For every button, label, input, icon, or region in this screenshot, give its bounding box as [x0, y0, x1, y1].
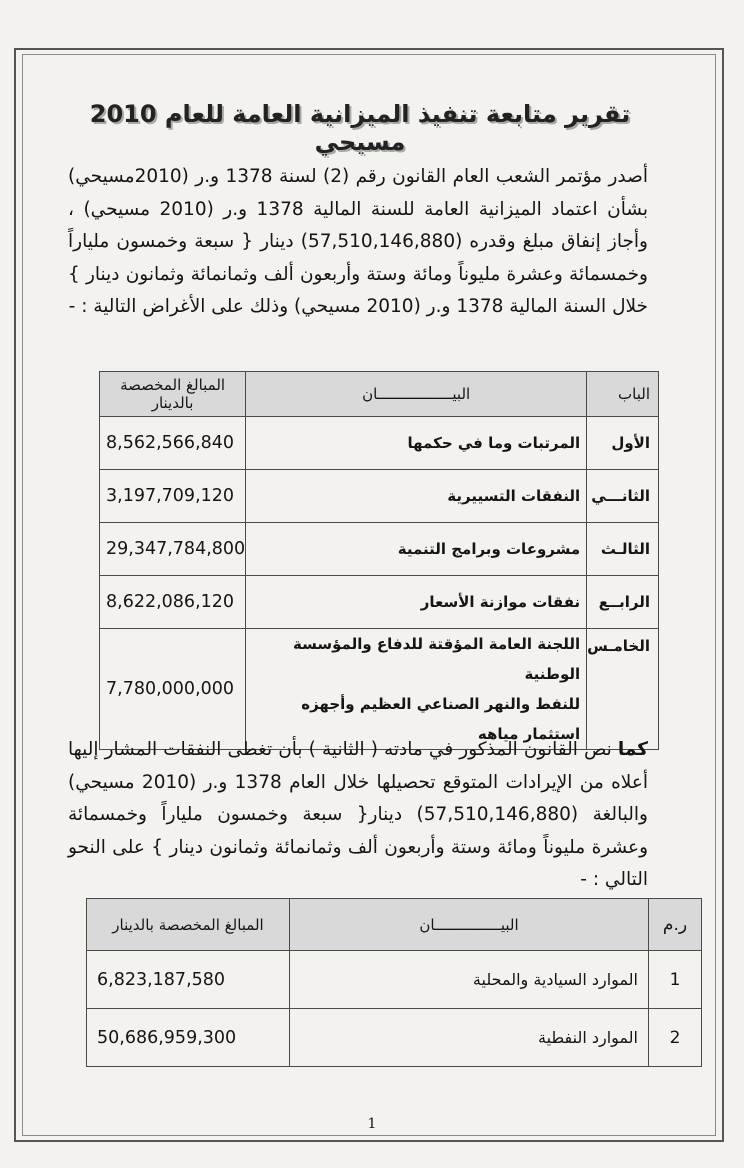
- amount-cell: 8,562,566,840: [100, 417, 246, 470]
- description-cell: مشروعات وبرامج التنمية: [246, 523, 587, 576]
- amount-cell: 8,622,086,120: [100, 576, 246, 629]
- table-header-row: [87, 899, 702, 951]
- expenditure-table: [99, 371, 659, 750]
- serial-cell: 2: [649, 1009, 702, 1067]
- table-row: [100, 629, 659, 750]
- revenue-table: [86, 898, 702, 1067]
- table-row: [87, 1009, 702, 1067]
- chapter-cell: الثالـث: [587, 523, 659, 576]
- chapter-cell: الأول: [587, 417, 659, 470]
- serial-cell: 1: [649, 951, 702, 1009]
- header-serial: ر.م: [649, 899, 702, 951]
- description-cell: المرتبات وما في حكمها: [246, 417, 587, 470]
- chapter-cell: الخامـس: [587, 629, 659, 750]
- amount-cell: 50,686,959,300: [87, 1009, 290, 1067]
- header-description: البيـــــــــــــــــان: [246, 372, 587, 417]
- header-description: البيـــــــــــــــان: [290, 899, 649, 951]
- header-amount: المبالغ المخصصة بالدينار: [87, 899, 290, 951]
- description-cell: الموارد السيادية والمحلية: [290, 951, 649, 1009]
- paragraph-text: نص القانون المذكور في مادته ( الثانية ) بأن تغطى النفقات المشار إليها أعلاه من الإيرادات المتوقع تحصيلها خلال العام 1378 و.ر (2010 مسيحي) والبالغة (57,510,146,880) دينار{ سبعة وخمسون ملياراً وخمسمائة وعشرة مليوناً ومائة وستة وأربعون ألف وثمانمائة وثمانون دينار } على النحو التالي : -: [68, 739, 648, 890]
- table-header-row: [100, 372, 659, 417]
- description-cell: النفقات التسييرية: [246, 470, 587, 523]
- funding-paragraph: [68, 734, 648, 897]
- chapter-cell: الثانـــي: [587, 470, 659, 523]
- table-row: [100, 523, 659, 576]
- description-cell: الموارد النفطية: [290, 1009, 649, 1067]
- table-row: [100, 576, 659, 629]
- table-row: [87, 951, 702, 1009]
- description-line: للنفط والنهر الصناعي العظيم وأجهزه استثمار مياهه: [301, 695, 581, 743]
- amount-cell: 29,347,784,800: [100, 523, 246, 576]
- header-amount: المبالغ المخصصة بالدينار: [100, 372, 246, 417]
- amount-cell: 6,823,187,580: [87, 951, 290, 1009]
- header-chapter: الباب: [587, 372, 659, 417]
- report-title: تقرير متابعة تنفيذ الميزانية العامة للعام 2010 مسيحي: [89, 100, 631, 156]
- paragraph-lead-word: كما: [617, 739, 648, 760]
- page-number: 1: [367, 1116, 377, 1132]
- table-row: [100, 470, 659, 523]
- description-line: اللجنة العامة المؤقتة للدفاع والمؤسسة الوطنية: [293, 635, 581, 683]
- intro-paragraph: أصدر مؤتمر الشعب العام القانون رقم (2) لسنة 1378 و.ر (2010مسيحي) بشأن اعتماد الميزانية العامة للسنة المالية 1378 و.ر (2010 مسيحي) ، وأجاز إنفاق مبلغ وقدره (57,510,146,880) دينار { سبعة وخمسون ملياراً وخمسمائة وعشرة مليوناً ومائة وستة وأربعون ألف وثمانمائة وثمانون دينار } خلال السنة المالية 1378 و.ر (2010 مسيحي) وذلك على الأغراض التالية : -: [68, 166, 648, 317]
- description-cell: [246, 629, 587, 750]
- amount-cell: 7,780,000,000: [100, 629, 246, 750]
- description-cell: نفقات موازنة الأسعار: [246, 576, 587, 629]
- amount-cell: 3,197,709,120: [100, 470, 246, 523]
- chapter-cell: الرابــع: [587, 576, 659, 629]
- table-row: [100, 417, 659, 470]
